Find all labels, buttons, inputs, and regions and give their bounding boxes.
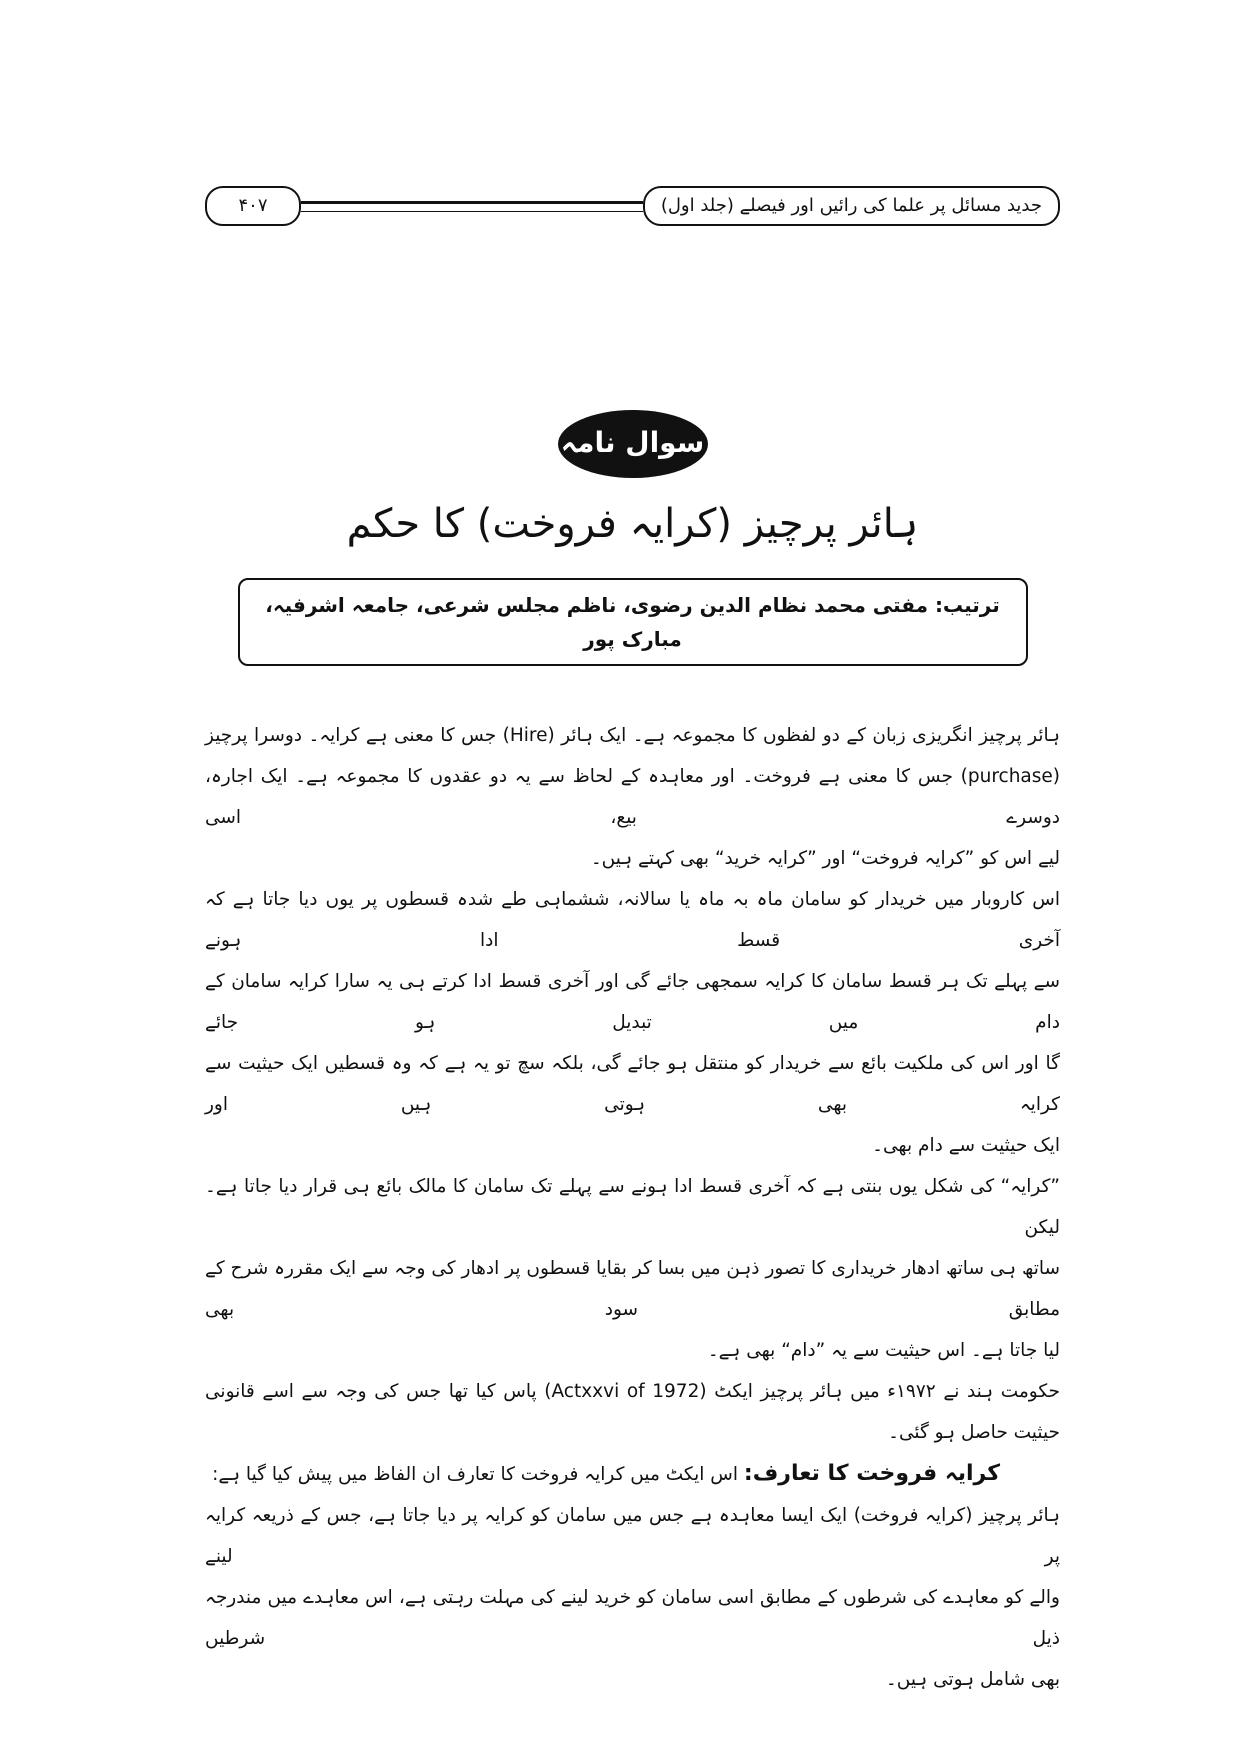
text-line: حکومت ہند نے ۱۹۷۲ء میں ہائر پرچیز ایکٹ (Actxxvi of 1972) پاس کیا تھا جس کی وجہ سے اسے قانونی — [205, 1381, 1060, 1402]
text-line: لیا جاتا ہے۔ اس حیثیت سے یہ ”دام“ بھی ہے۔ — [707, 1340, 1060, 1361]
section-intro: اس ایکٹ میں کرایہ فروخت کا تعارف ان الفاظ میں پیش کیا گیا ہے: — [212, 1464, 739, 1485]
text-line: (purchase) جس کا معنی ہے فروخت۔ اور معاہدہ کے لحاظ سے یہ دو عقدوں کا مجموعہ ہے۔ ایک اجارہ، دوسرے بیع، اسی — [205, 766, 1060, 828]
book-title: جدید مسائل پر علما کی رائیں اور فیصلے (جلد اول) — [643, 186, 1060, 226]
text-line: ساتھ ہی ساتھ ادھار خریداری کا تصور ذہن میں بسا کر بقایا قسطوں پر ادھار کی وجہ سے ایک مقررہ شرح کے مطابق سود بھی — [205, 1258, 1060, 1320]
page-title: ہائر پرچیز (کرایہ فروخت) کا حکم — [346, 501, 919, 547]
text-line: ایک حیثیت سے دام بھی۔ — [872, 1135, 1060, 1156]
text-line: ”کرایہ“ کی شکل یوں بنتی ہے کہ آخری قسط ادا ہونے سے پہلے تک سامان کا مالک بائع ہی قرار دیا جاتا ہے۔ لیکن — [205, 1176, 1060, 1238]
section-heading: کرایہ فروخت کا تعارف: — [743, 1461, 1000, 1486]
text-line: بھی شامل ہوتی ہیں۔ — [885, 1669, 1060, 1690]
questionnaire-badge: سوال نامہ — [558, 410, 708, 478]
text-line: سے پہلے تک ہر قسط سامان کا کرایہ سمجھی جائے گی اور آخری قسط ادا کرتے ہی یہ سارا کرایہ سامان کے دام میں تبدیل ہو جائے — [205, 971, 1060, 1033]
compiler-box: ترتیب: مفتی محمد نظام الدین رضوی، ناظم مجلس شرعی، جامعہ اشرفیہ، مبارک پور — [238, 578, 1028, 666]
title-block — [205, 410, 1060, 666]
text-line: حیثیت حاصل ہو گئی۔ — [888, 1422, 1060, 1443]
body-text — [205, 715, 1060, 1700]
text-line: ہائر پرچیز (کرایہ فروخت) ایک ایسا معاہدہ ہے جس میں سامان کو کرایہ پر دیا جاتا ہے، جس کے ذریعہ کرایہ پر لینے — [205, 1505, 1060, 1567]
section-heading-line — [205, 1453, 1060, 1495]
text-line: گا اور اس کی ملکیت بائع سے خریدار کو منتقل ہو جائے گی، بلکہ سچ تو یہ ہے کہ وہ قسطیں ایک حیثیت سے کرایہ بھی ہوتی ہیں اور — [205, 1053, 1060, 1115]
text-line: والے کو معاہدے کی شرطوں کے مطابق اسی سامان کو خرید لینے کی مہلت رہتی ہے، اس معاہدے میں مندرجہ ذیل شرطیں — [205, 1587, 1060, 1649]
text-line: ہائر پرچیز انگریزی زبان کے دو لفظوں کا مجموعہ ہے۔ ایک ہائر (Hire) جس کا معنی ہے کرایہ۔ دوسرا پرچیز — [205, 725, 1060, 746]
text-line: لیے اس کو ”کرایہ فروخت“ اور ”کرایہ خرید“ بھی کہتے ہیں۔ — [590, 848, 1060, 869]
text-line: اس کاروبار میں خریدار کو سامان ماہ بہ ماہ یا سالانہ، ششماہی طے شدہ قسطوں پر یوں دیا جاتا ہے کہ آخری قسط ادا ہونے — [205, 889, 1060, 951]
page-number: ۴۰۷ — [205, 186, 301, 226]
page-header — [205, 186, 1060, 226]
header-rule — [301, 201, 643, 212]
